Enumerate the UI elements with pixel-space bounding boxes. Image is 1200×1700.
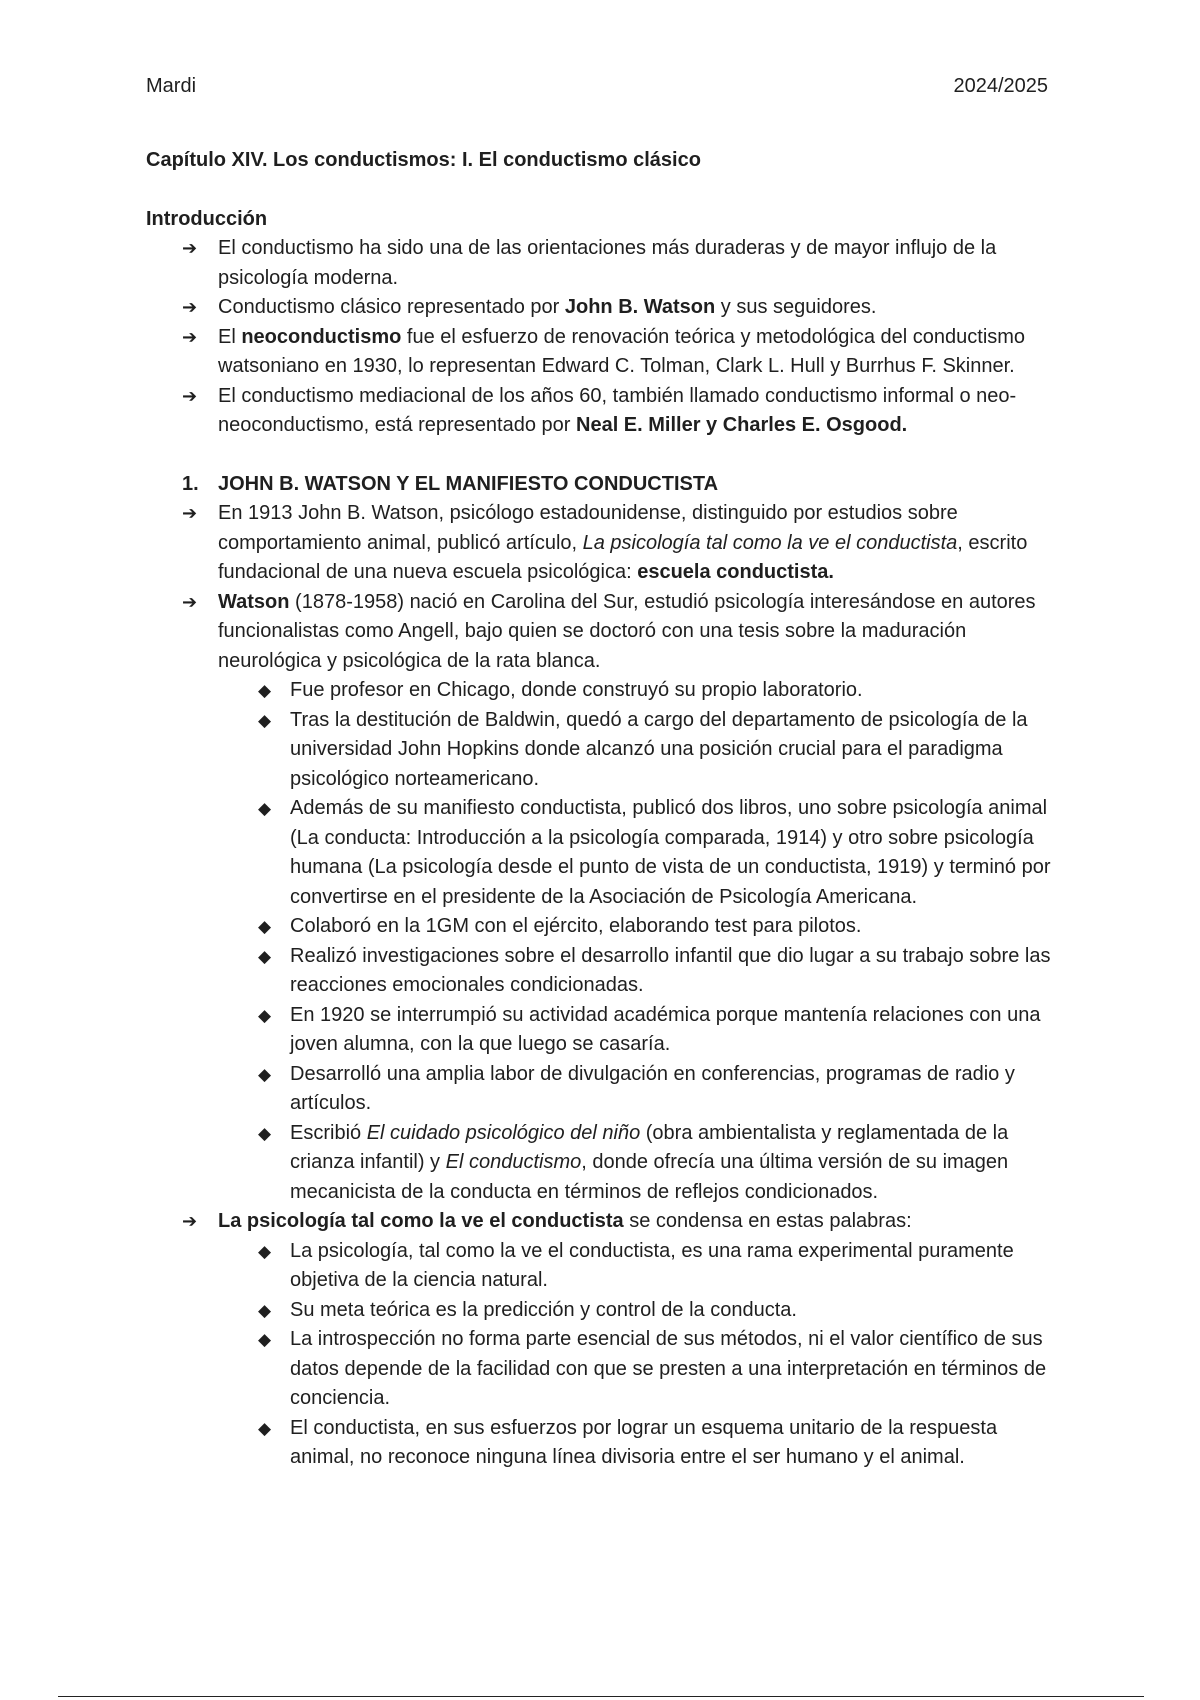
sub-item <box>218 912 1066 942</box>
diamond-bullet-icon: ◆ <box>258 1418 272 1438</box>
intro-item <box>146 234 1066 293</box>
sub-item-text: Su meta teórica es la predicción y control de la conducta. <box>290 1298 797 1321</box>
intro-item-text: El conductismo mediacional de los años 60, también llamado conductismo informal o neo-neoconductismo, está representado por <box>218 384 1017 436</box>
diamond-bullet-icon: ◆ <box>258 1123 272 1143</box>
footer-divider <box>58 1696 1144 1697</box>
section-item <box>146 499 1066 588</box>
sub-item-text: El conductista, en sus esfuerzos por lograr un esquema unitario de la respuesta animal, no reconoce ninguna línea divisoria entre el ser humano y el animal. <box>290 1416 998 1468</box>
sub-item <box>218 676 1066 706</box>
section-item-bold: escuela conductista. <box>637 561 834 583</box>
sub-item-text: Escribió <box>290 1121 367 1144</box>
diamond-bullet-icon: ◆ <box>258 1005 272 1025</box>
sub-item <box>218 942 1066 1001</box>
arrow-bullet-icon: ➔ <box>182 385 198 406</box>
arrow-bullet-icon: ➔ <box>182 238 198 258</box>
sub-item-text: , donde ofrecía una última versión de su imagen mecanicista de la conducta en términos de reflejos condicionados. <box>290 1151 1009 1203</box>
diamond-bullet-icon: ◆ <box>258 1241 272 1261</box>
chapter-title: Capítulo XIV. Los conductismos: I. El conductismo clásico <box>146 149 701 171</box>
section-item-bold: Watson <box>218 590 290 613</box>
section-item-italic: La psicología tal como la ve el conductista <box>582 531 958 554</box>
intro-item-text: Conductismo clásico representado por <box>218 296 565 318</box>
sub-item-text: Además de su manifiesto conductista, publicó dos libros, uno sobre psicología animal (La conducta: Introducción a la psicología comparada, 1914) y otro sobre psicología humana (La psicología desde el punto de vista de un conductista, 1919) y terminó por convertirse en el presidente de la Asociación de Psicología Americana. <box>290 797 1051 908</box>
sub-item-text: Colaboró en la 1GM con el ejército, elaborando test para pilotos. <box>290 915 862 937</box>
page-header <box>146 74 1048 98</box>
sub-item-text: Realizó investigaciones sobre el desarrollo infantil que dio lugar a su trabajo sobre las reacciones emocionales condicionadas. <box>290 944 1051 996</box>
intro-item-bold: Neal E. Miller y Charles E. Osgood. <box>576 414 908 436</box>
intro-item <box>146 382 1066 441</box>
arrow-bullet-icon: ➔ <box>182 326 198 347</box>
sub-item-italic: El cuidado psicológico del niño <box>366 1121 641 1144</box>
section-number: 1. <box>182 472 199 495</box>
intro-item <box>146 293 1066 323</box>
diamond-bullet-icon: ◆ <box>258 1064 272 1084</box>
diamond-bullet-icon: ◆ <box>258 799 272 818</box>
sub-item-text: La introspección no forma parte esencial de sus métodos, ni el valor científico de sus datos depende de la facilidad con que se presten a una interpretación en términos de conciencia. <box>290 1328 1047 1409</box>
section-item-text: En 1913 John B. Watson, psicólogo estadounidense, distinguido por estudios sobre comportamiento animal, publicó artículo, <box>218 502 958 554</box>
section-item-text: (1878-1958) nació en Carolina del Sur, estudió psicología interesándose en autores funcionalistas como Angell, bajo quien se doctoró con una tesis sobre la maduración neurológica y psicológica de la rata blanca. <box>218 590 1036 672</box>
intro-item-text: El conductismo ha sido una de las orientaciones más duraderas y de mayor influjo de la psicología moderna. <box>218 237 997 289</box>
sub-item <box>218 1001 1066 1060</box>
sub-item-text: Tras la destitución de Baldwin, quedó a cargo del departamento de psicología de la universidad John Hopkins donde alcanzó una posición crucial para el paradigma psicológico norteamericano. <box>290 708 1028 790</box>
section-item <box>146 1207 1066 1473</box>
diamond-bullet-icon: ◆ <box>258 710 272 730</box>
watson-sublist <box>218 676 1066 1207</box>
sub-item <box>218 794 1066 912</box>
diamond-bullet-icon: ◆ <box>258 946 272 966</box>
section-item-bold: La psicología tal como la ve el conductista <box>218 1210 624 1232</box>
section-item-text: , escrito fundacional de una nueva escuela psicológica: <box>218 531 1028 583</box>
intro-item-text: El <box>218 325 242 348</box>
sub-item-italic: El conductismo <box>445 1151 582 1173</box>
header-author: Mardi <box>146 75 197 97</box>
header-year: 2024/2025 <box>953 75 1048 97</box>
sub-item-text: Desarrolló una amplia labor de divulgación en conferencias, programas de radio y artículos. <box>290 1062 1015 1114</box>
intro-item-text: y sus seguidores. <box>715 296 877 318</box>
sub-item <box>218 1325 1066 1414</box>
arrow-bullet-icon: ➔ <box>182 503 198 523</box>
arrow-bullet-icon: ➔ <box>182 1211 198 1231</box>
sub-item-text: En 1920 se interrumpió su actividad académica porque mantenía relaciones con una joven alumna, con la que luego se casaría. <box>290 1003 1041 1055</box>
diamond-bullet-icon: ◆ <box>258 681 272 700</box>
sub-item-text: (obra ambientalista y reglamentada de la crianza infantil) y <box>290 1121 1009 1173</box>
intro-item <box>146 323 1066 382</box>
sub-item <box>218 1119 1066 1208</box>
intro-item-text: fue el esfuerzo de renovación teórica y metodológica del conductismo watsoniano en 1930, lo representan Edward C. Tolman, Clark L. Hull y Burrhus F. Skinner. <box>218 325 1026 377</box>
sub-item <box>218 1237 1066 1296</box>
section-heading <box>146 470 1066 500</box>
section-item <box>146 588 1066 1208</box>
arrow-bullet-icon: ➔ <box>182 297 198 317</box>
sub-item <box>218 1414 1066 1473</box>
manifesto-sublist <box>218 1237 1066 1473</box>
sub-item <box>218 706 1066 795</box>
intro-heading: Introducción <box>146 207 268 230</box>
sub-item <box>218 1060 1066 1119</box>
sub-item-text: La psicología, tal como la ve el conductista, es una rama experimental puramente objetiva de la ciencia natural. <box>290 1239 1014 1291</box>
sub-item-text: Fue profesor en Chicago, donde construyó su propio laboratorio. <box>290 679 863 701</box>
sub-item <box>218 1296 1066 1326</box>
diamond-bullet-icon: ◆ <box>258 1330 272 1349</box>
intro-list <box>146 234 1066 441</box>
intro-item-bold: neoconductismo <box>241 325 402 348</box>
diamond-bullet-icon: ◆ <box>258 917 272 936</box>
arrow-bullet-icon: ➔ <box>182 591 198 612</box>
section-item-text: se condensa en estas palabras: <box>623 1210 912 1232</box>
document-body <box>146 146 1066 1473</box>
intro-item-bold: John B. Watson <box>564 296 716 318</box>
diamond-bullet-icon: ◆ <box>258 1300 272 1320</box>
section-list <box>146 499 1066 1473</box>
section-title: JOHN B. WATSON Y EL MANIFIESTO CONDUCTISTA <box>218 472 719 495</box>
